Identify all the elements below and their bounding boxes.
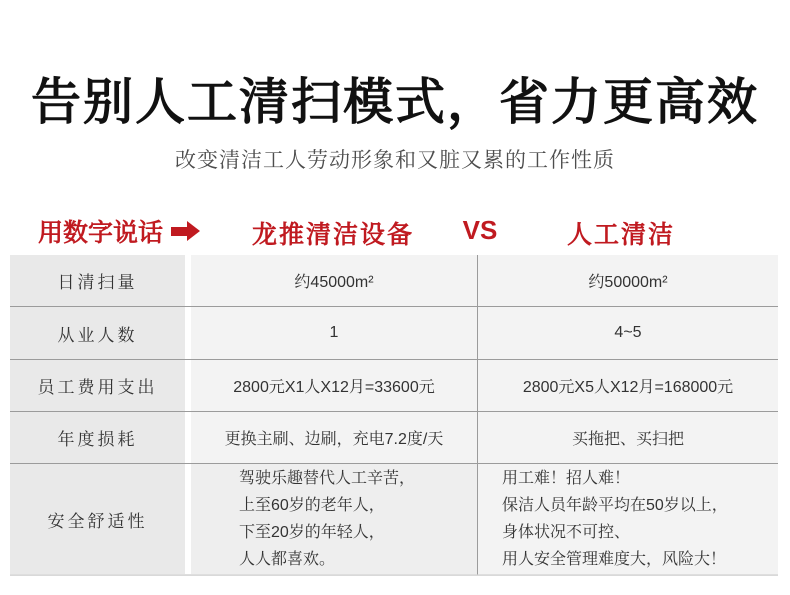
row-label: 从业人数 (10, 307, 185, 360)
lead-label (38, 213, 200, 249)
machine-line: 人人都喜欢。 (239, 551, 336, 568)
brand-column-title: 龙推清洁设备 (251, 221, 415, 249)
right-arrow-icon (171, 221, 200, 241)
manual-value: 2800元X5人X12月=168000元 (477, 360, 778, 412)
comparison-table (10, 255, 778, 576)
manual-line: 用工难！招人难！ (502, 470, 631, 487)
manual-line: 保洁人员年龄平均在50岁以上， (502, 497, 728, 514)
manual-column-title: 人工清洁 (566, 221, 676, 249)
machine-value (191, 464, 477, 575)
manual-value: 约50000m² (477, 255, 778, 307)
machine-line: 上至60岁的老年人， (239, 497, 385, 514)
machine-line: 驾驶乐趣替代人工辛苦， (239, 470, 416, 487)
page-title: 告别人工清扫模式，省力更高效 (31, 74, 759, 130)
machine-value: 更换主刷、边刷，充电7.2度/天 (191, 412, 477, 464)
machine-value: 1 (191, 307, 477, 360)
row-label: 日清扫量 (10, 255, 185, 307)
row-label: 年度损耗 (10, 412, 185, 464)
comparison-header (0, 213, 790, 255)
manual-value (477, 464, 778, 575)
lead-label-text: 用数字说话 (38, 219, 164, 247)
row-label: 员工费用支出 (10, 360, 185, 412)
page-subtitle: 改变清洁工人劳动形象和又脏又累的工作性质 (175, 149, 615, 172)
manual-value: 买拖把、买扫把 (477, 412, 778, 464)
manual-line: 身体状况不可控、 (502, 524, 631, 541)
machine-value: 约45000m² (191, 255, 477, 307)
machine-line: 下至20岁的年轻人， (239, 524, 385, 541)
row-label: 安全舒适性 (10, 464, 185, 575)
manual-line: 用人安全管理难度大，风险大！ (502, 551, 727, 568)
manual-value: 4~5 (477, 307, 778, 360)
machine-value: 2800元X1人X12月=33600元 (191, 360, 477, 412)
versus-label: VS (462, 215, 498, 245)
